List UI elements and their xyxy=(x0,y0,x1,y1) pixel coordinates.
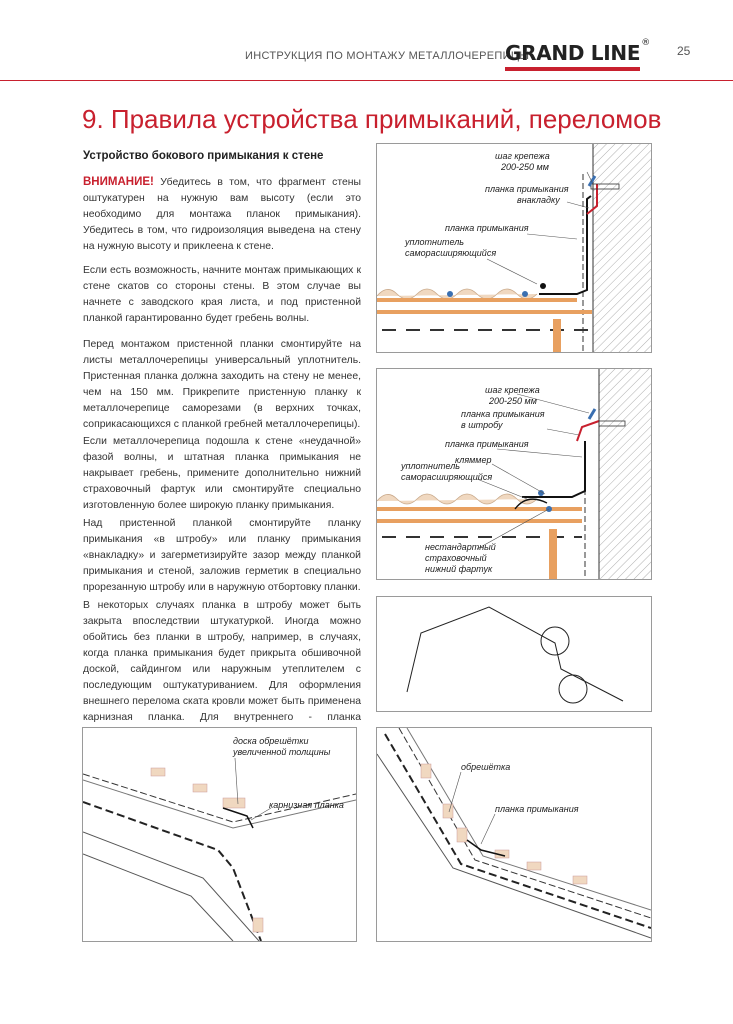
section-title: 9. Правила устройства примыканий, переломов xyxy=(82,104,662,134)
label-overlay-strip: планка примыкания xyxy=(485,184,569,194)
underlay-line xyxy=(83,774,356,822)
wall-hatch xyxy=(593,144,651,352)
label-eaves: карнизная планка xyxy=(269,800,344,810)
label-pitch: шаг крепежа xyxy=(495,151,550,161)
label-strip: планка примыкания xyxy=(495,804,579,814)
leader xyxy=(492,464,545,494)
eaves-strip xyxy=(223,808,253,828)
page-number: 25 xyxy=(677,44,691,58)
paragraph-6: В некоторых случаях планка в штробу может быть закрыта впоследствии штукатуркой. Иногда можно обойтись без планки в штробу, например, в случаях, когда планка примыкания будет прикрыта обшивочной доской, сайдингом или наружным утеплителем с последующим оштукатуриванием. Для оформления внешнего перелома ската кровли может быть применена карнизная планка. Для внутреннего - планка xyxy=(83,600,361,723)
brand-logo xyxy=(505,38,650,65)
paragraph-3: Перед монтажом пристенной планки смонтируйте на листы металлочерепицы универсальный уплотнитель. Пристенная планка должна заходить на стену не менее, чем на 150 мм. Прикрепите пристенную планку к металлочерепице саморезами (в верхних точках, соприкасающихся с планкой гребней металлочерепицы). xyxy=(83,339,361,430)
roof-surface xyxy=(407,728,651,910)
leader xyxy=(567,202,589,208)
batten xyxy=(443,804,453,818)
rafter-edge xyxy=(377,754,651,938)
diagram-roof-breaks xyxy=(376,596,652,712)
waterproofing xyxy=(83,802,261,941)
diagram-junction-groove xyxy=(376,368,652,580)
leader xyxy=(587,172,592,182)
detail-circle-outer xyxy=(541,627,569,655)
wall-hatch xyxy=(599,369,651,579)
label-board: доска обрешётки xyxy=(233,736,309,746)
label-strip: планка примыкания xyxy=(445,439,529,449)
waterproofing xyxy=(385,734,651,928)
label-groove-strip-2: в штробу xyxy=(461,420,503,430)
label-pitch-value: 200-250 мм xyxy=(501,162,549,172)
tile-sheet xyxy=(377,298,577,302)
leader xyxy=(235,758,238,804)
roof-outline xyxy=(407,607,623,701)
detail-circle-inner xyxy=(559,675,587,703)
screw xyxy=(540,283,546,289)
label-apron-2: страховочный xyxy=(425,553,487,563)
leader xyxy=(527,234,577,239)
batten xyxy=(253,918,263,932)
registered-mark: ® xyxy=(641,38,650,48)
rafter-edge xyxy=(83,832,259,941)
diagram-junction-overlay xyxy=(376,143,652,353)
batten xyxy=(151,768,165,776)
label-clamp: кляммер xyxy=(455,455,492,465)
leader xyxy=(547,429,579,435)
batten xyxy=(457,828,467,842)
wall-strip xyxy=(522,441,585,497)
leader xyxy=(487,259,537,284)
label-seal: уплотнитель xyxy=(405,237,465,247)
label-board-2: увеличенной толщины xyxy=(233,747,331,757)
diagram-external-break xyxy=(82,727,357,942)
warning-label: ВНИМАНИЕ! xyxy=(83,176,154,188)
fastener xyxy=(522,291,528,297)
section-subtitle: Устройство бокового примыкания к стене xyxy=(83,150,324,162)
logo-text: GRAND LINE xyxy=(505,41,641,65)
rafter xyxy=(549,529,557,579)
leader xyxy=(497,449,582,457)
thick-batten xyxy=(223,798,245,808)
batten xyxy=(421,764,431,778)
label-pitch: шаг крепежа xyxy=(485,385,540,395)
label-apron: нестандартный xyxy=(425,542,496,552)
batten xyxy=(573,876,587,884)
label-batten: обрешётка xyxy=(461,762,511,772)
label-strip: планка примыкания xyxy=(445,223,529,233)
fastener xyxy=(447,291,453,297)
tile-wave xyxy=(377,289,537,299)
leader xyxy=(449,772,461,812)
rafter-edge-inner xyxy=(83,854,233,941)
batten xyxy=(527,862,541,870)
label-seal: уплотнитель xyxy=(401,461,461,471)
paragraph-4: Если металлочерепица подошла к стене «неудачной» фазой волны, и штатная планка примыкания не накрывает гребень, примените дополнительно нижний страховочный фартук или смонтируйте специально изготовленную более широкую планку примыкания. xyxy=(83,436,361,511)
header-title: ИНСТРУКЦИЯ ПО МОНТАЖУ МЕТАЛЛОЧЕРЕПИЦЫ xyxy=(245,50,530,62)
wall-fastener xyxy=(589,409,595,419)
label-overlay-strip-2: внакладку xyxy=(517,195,560,205)
paragraph-text: Убедитесь в том, что фрагмент стены оштукатурен на нужную вам высоту (если это необходимо для монтажа планок примыкания). Убедитесь в том, что гидроизоляция выведена на стену на нужную высоту и приклеена к стене. xyxy=(83,177,361,252)
batten xyxy=(193,784,207,792)
leader xyxy=(481,814,495,844)
header-divider xyxy=(0,80,733,81)
label-groove-strip: планка примыкания xyxy=(461,409,545,419)
label-seal-2: саморасширяющийся xyxy=(405,248,497,258)
paragraph-warning xyxy=(83,174,361,255)
diagram-internal-break xyxy=(376,727,652,942)
logo-underline xyxy=(505,67,640,71)
label-apron-3: нижний фартук xyxy=(425,564,493,574)
batten xyxy=(377,310,592,314)
tile-wave xyxy=(377,494,537,504)
rafter xyxy=(553,319,561,352)
batten xyxy=(377,519,582,523)
paragraph-2: Если есть возможность, начните монтаж примыкающих к стене скатов со стороны стены. В этом случае вы начнете с заводского края листа, и под пристенной планкой гарантированно будет гребень волны. xyxy=(83,265,361,324)
label-seal-2: саморасширяющийся xyxy=(401,472,493,482)
label-pitch-value: 200-250 мм xyxy=(489,396,537,406)
groove-strip xyxy=(577,421,599,441)
paragraph-5: Над пристенной планкой смонтируйте планку примыкания «в штробу» или планку примыкания «внакладку» и загерметизируйте зазор между планкой примыкания и стеной, заложив герметик в специально прорезанную штробу или в наружную отбортовку планки. xyxy=(83,518,361,593)
